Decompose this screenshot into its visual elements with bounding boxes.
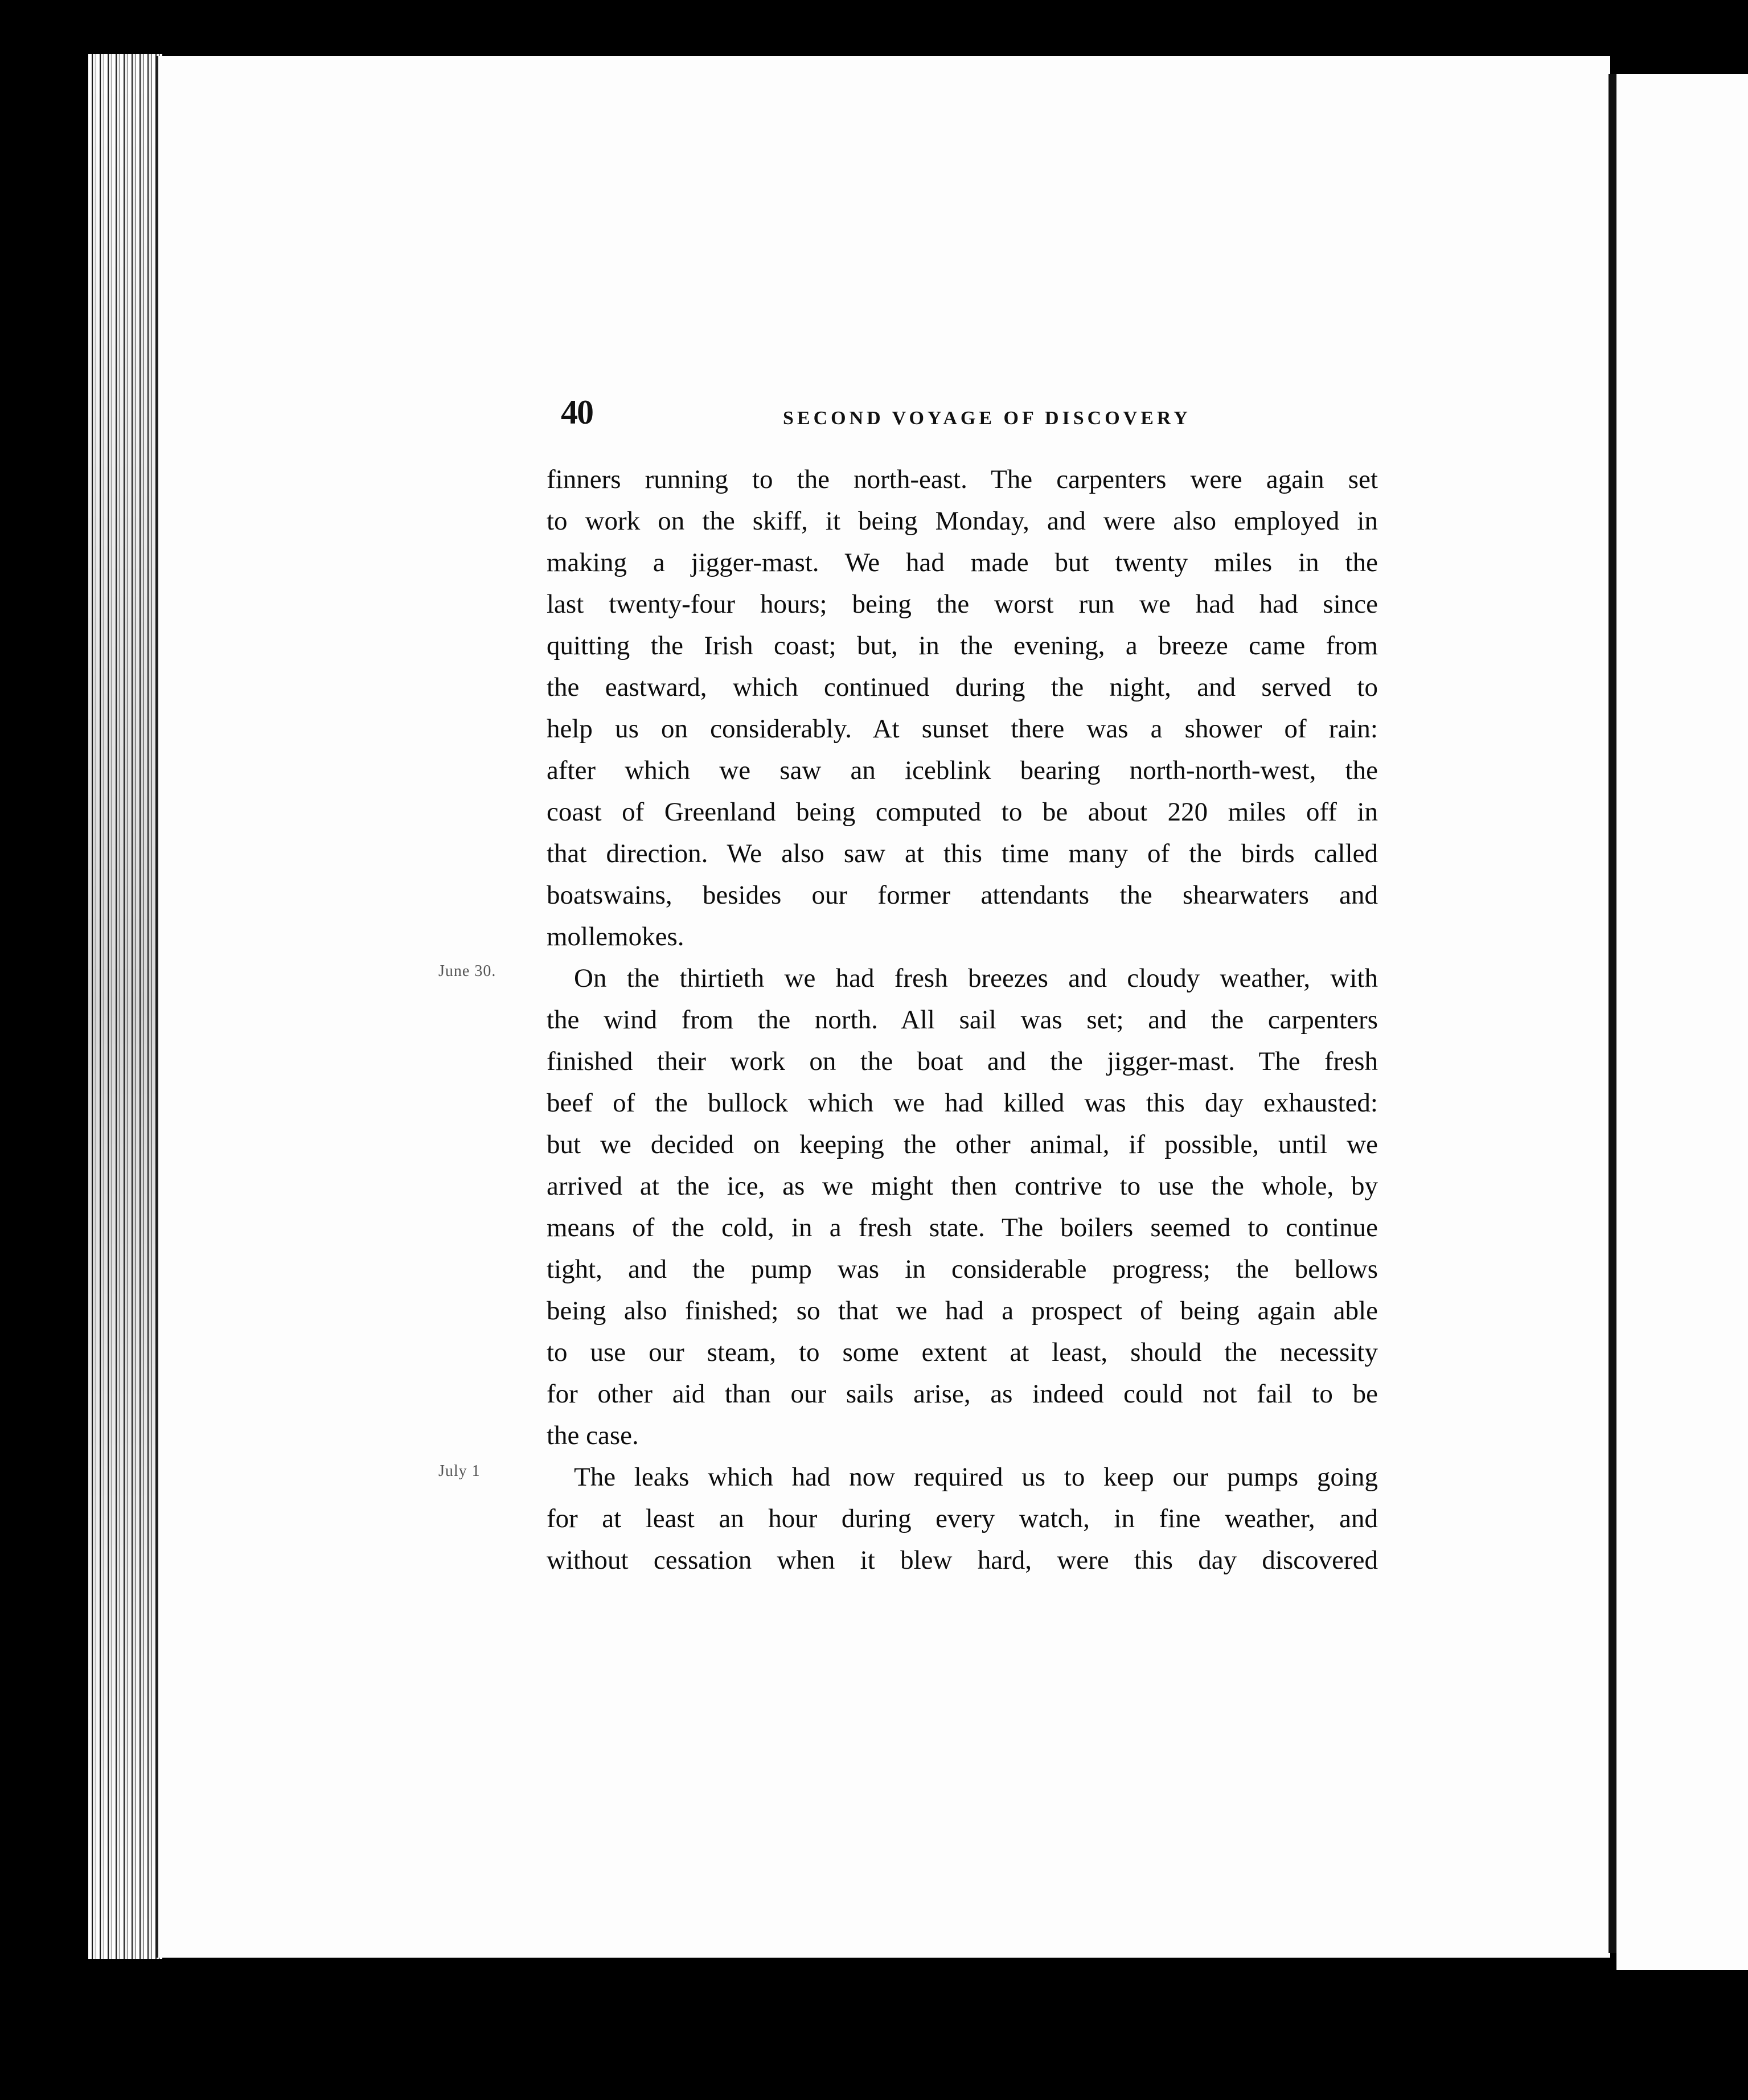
margin-note-july-1: July 1 <box>438 1462 481 1480</box>
book-page-edges <box>88 54 162 1959</box>
text-line: making a jigger-mast. We had made but twenty miles in the <box>547 548 1378 577</box>
text-line: to use our steam, to some extent at least, should the necessity <box>547 1338 1378 1367</box>
running-head-title: SECOND VOYAGE OF DISCOVERY <box>783 408 1191 429</box>
text-line: for other aid than our sails arise, as indeed could not fail to be <box>547 1379 1378 1409</box>
book-gutter <box>1609 74 1616 1953</box>
text-line: quitting the Irish coast; but, in the evening, a breeze came from <box>547 631 1378 661</box>
text-line: tight, and the pump was in considerable progress; the bellows <box>547 1254 1378 1284</box>
text-line: mollemokes. <box>547 922 684 951</box>
text-line: The leaks which had now required us to keep our pumps going <box>574 1462 1378 1492</box>
text-line: the eastward, which continued during the night, and served to <box>547 672 1378 702</box>
text-line: that direction. We also saw at this time many of the birds called <box>547 839 1378 868</box>
text-line: boatswains, besides our former attendants the shearwaters and <box>547 880 1378 910</box>
text-line: but we decided on keeping the other animal, if possible, until we <box>547 1130 1378 1159</box>
body-text <box>547 459 1378 1581</box>
text-line: for at least an hour during every watch, in fine weather, and <box>547 1504 1378 1533</box>
page-number: 40 <box>561 393 593 431</box>
facing-page-edge <box>1616 74 1748 1970</box>
text-line: finners running to the north-east. The carpenters were again set <box>547 465 1378 494</box>
margin-note-june-30: June 30. <box>438 962 497 980</box>
text-line: last twenty-four hours; being the worst run we had had since <box>547 589 1378 619</box>
text-line: arrived at the ice, as we might then contrive to use the whole, by <box>547 1171 1378 1201</box>
text-line: On the thirtieth we had fresh breezes and cloudy weather, with <box>574 963 1378 993</box>
text-line: beef of the bullock which we had killed was this day exhausted: <box>547 1088 1378 1118</box>
text-line: after which we saw an iceblink bearing north-north-west, the <box>547 756 1378 785</box>
text-line: finished their work on the boat and the jigger-mast. The fresh <box>547 1047 1378 1076</box>
text-line: the case. <box>547 1421 639 1450</box>
text-line: help us on considerably. At sunset there was a shower of rain: <box>547 714 1378 744</box>
text-line: coast of Greenland being computed to be about 220 miles off in <box>547 797 1378 827</box>
text-line: the wind from the north. All sail was set; and the carpenters <box>547 1005 1378 1035</box>
text-line: being also finished; so that we had a prospect of being again able <box>547 1296 1378 1326</box>
text-line: without cessation when it blew hard, were this day discovered <box>547 1545 1378 1575</box>
text-line: to work on the skiff, it being Monday, and were also employed in <box>547 506 1378 536</box>
text-line: means of the cold, in a fresh state. The boilers seemed to continue <box>547 1213 1378 1242</box>
running-head <box>561 393 1191 433</box>
